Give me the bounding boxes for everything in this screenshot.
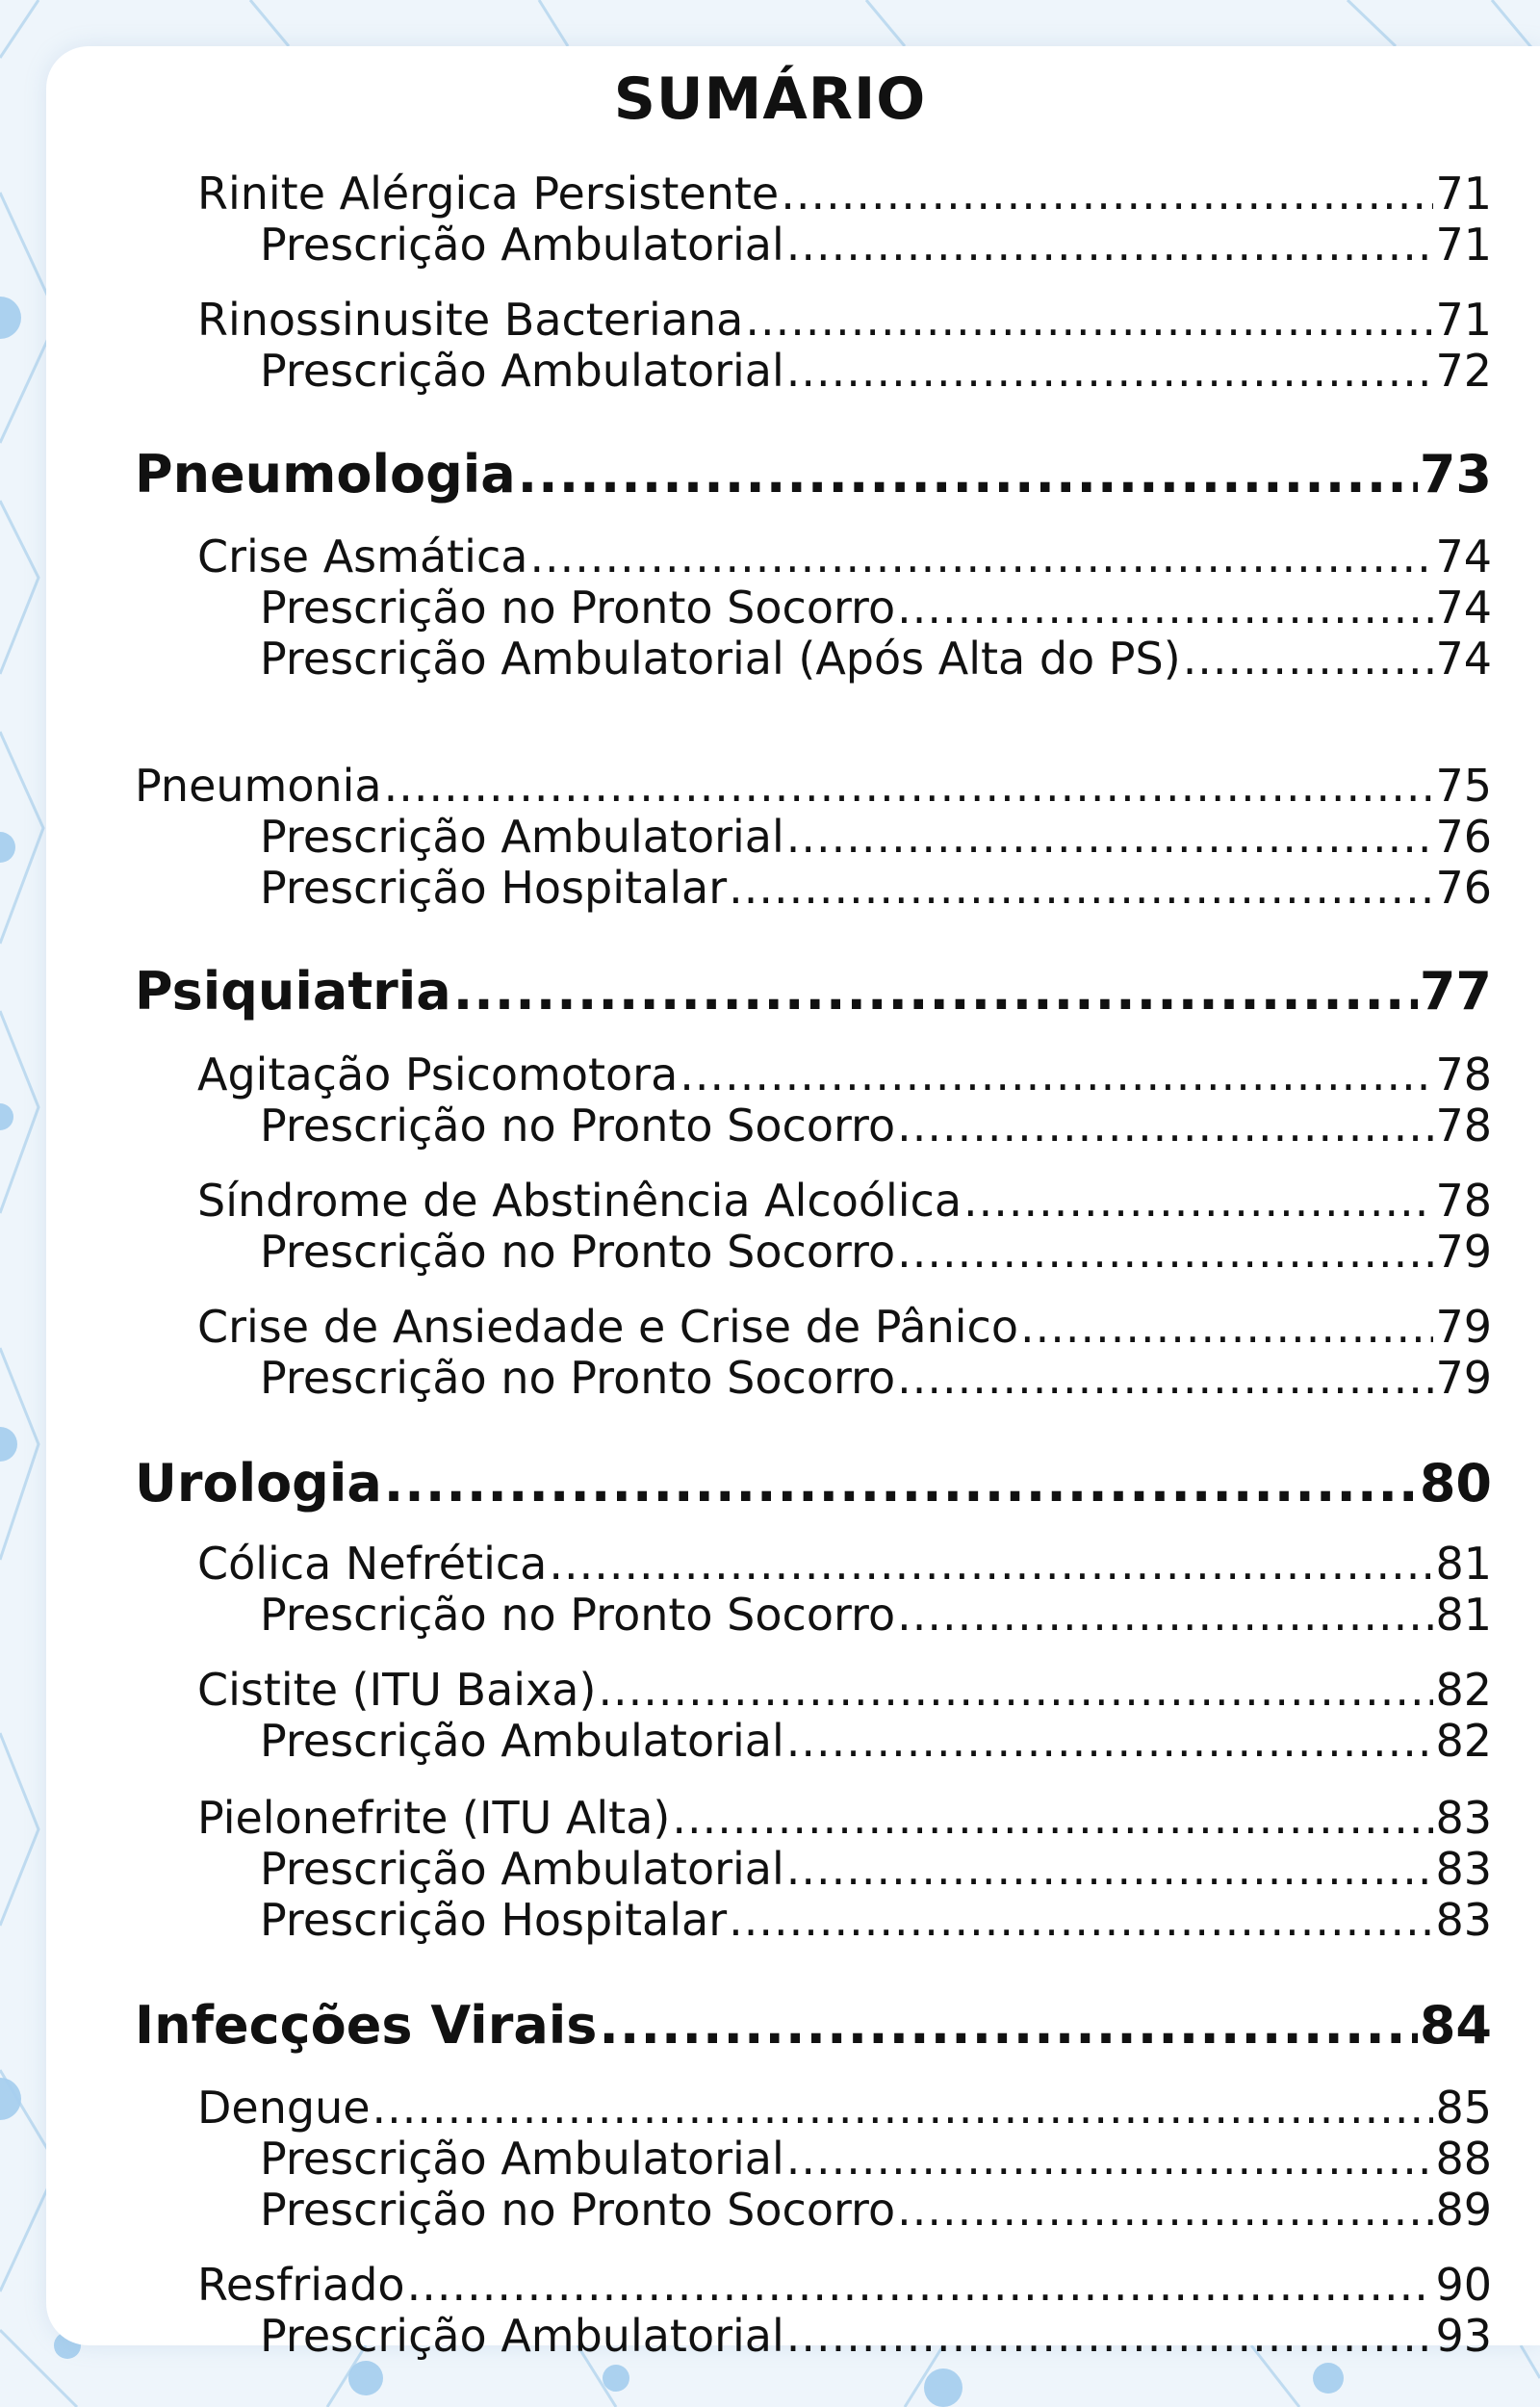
dot-leader bbox=[786, 810, 1434, 864]
dot-leader bbox=[963, 1174, 1433, 1228]
toc-page-number: 71 bbox=[1435, 168, 1492, 220]
toc-page-number: 72 bbox=[1435, 345, 1492, 397]
toc-section-infeccoes-virais[interactable] bbox=[135, 1994, 1492, 2058]
toc-page-number: 75 bbox=[1435, 760, 1492, 812]
toc-page-number: 73 bbox=[1419, 444, 1492, 505]
toc-subentry[interactable] bbox=[260, 1099, 1492, 1152]
dot-leader bbox=[781, 167, 1433, 220]
dot-leader bbox=[407, 2258, 1434, 2312]
page-title: SUMÁRIO bbox=[613, 65, 927, 133]
toc-entry-label: Prescrição Ambulatorial bbox=[260, 2310, 784, 2362]
toc-entry-label: Pielonefrite (ITU Alta) bbox=[197, 1792, 671, 1844]
toc-section-pneumologia[interactable] bbox=[135, 443, 1492, 506]
dot-leader bbox=[729, 861, 1433, 915]
dot-leader bbox=[786, 344, 1434, 398]
toc-page-number: 76 bbox=[1435, 862, 1492, 914]
toc-subentry[interactable] bbox=[260, 581, 1492, 634]
toc-page-number: 83 bbox=[1435, 1843, 1492, 1895]
toc-entry-label: Prescrição Hospitalar bbox=[260, 1894, 728, 1946]
toc-entry-label: Prescrição Ambulatorial bbox=[260, 1715, 784, 1767]
toc-entry-label: Prescrição Ambulatorial bbox=[260, 2133, 784, 2185]
toc-section-label: Pneumologia bbox=[135, 444, 516, 505]
toc-subentry[interactable] bbox=[260, 2309, 1492, 2363]
dot-leader bbox=[1183, 632, 1434, 686]
toc-entry[interactable] bbox=[197, 1300, 1492, 1354]
toc-entry-label: Pneumonia bbox=[135, 760, 382, 812]
dot-leader bbox=[897, 1351, 1433, 1405]
toc-section-label: Urologia bbox=[135, 1453, 382, 1514]
toc-page-number: 74 bbox=[1435, 531, 1492, 582]
toc-section-psiquiatria[interactable] bbox=[135, 960, 1492, 1023]
dot-leader bbox=[598, 1663, 1433, 1717]
toc-page-number: 74 bbox=[1435, 633, 1492, 685]
toc-entry[interactable] bbox=[197, 167, 1492, 220]
dot-leader bbox=[786, 1714, 1434, 1768]
toc-page-number: 79 bbox=[1435, 1226, 1492, 1278]
toc-subentry[interactable] bbox=[260, 1714, 1492, 1768]
dot-leader bbox=[453, 960, 1418, 1023]
toc-entry[interactable] bbox=[197, 1663, 1492, 1717]
toc-page-number: 71 bbox=[1435, 219, 1492, 271]
toc-page-number: 77 bbox=[1419, 961, 1492, 1022]
dot-leader bbox=[599, 1994, 1417, 2058]
toc-entry[interactable] bbox=[197, 2081, 1492, 2135]
dot-leader bbox=[786, 2309, 1434, 2363]
dot-leader bbox=[897, 1099, 1433, 1152]
toc-entry[interactable] bbox=[197, 1048, 1492, 1101]
toc-subentry[interactable] bbox=[260, 632, 1492, 686]
dot-leader bbox=[897, 1225, 1433, 1279]
toc-section-label: Psiquiatria bbox=[135, 961, 451, 1022]
toc-section-label: Infecções Virais bbox=[135, 1995, 598, 2056]
dot-leader bbox=[384, 1452, 1418, 1515]
toc-entry[interactable] bbox=[197, 1174, 1492, 1228]
toc-page-number: 78 bbox=[1435, 1175, 1492, 1227]
toc-entry-label: Agitação Psicomotora bbox=[197, 1048, 679, 1100]
toc-page-number: 93 bbox=[1435, 2310, 1492, 2362]
toc-entry-label: Prescrição Ambulatorial bbox=[260, 1843, 784, 1895]
toc-page-number: 76 bbox=[1435, 811, 1492, 863]
toc-page-number: 74 bbox=[1435, 582, 1492, 634]
toc-page-number: 83 bbox=[1435, 1894, 1492, 1946]
dot-leader bbox=[786, 1842, 1434, 1896]
dot-leader bbox=[529, 530, 1433, 583]
toc-page-number: 82 bbox=[1435, 1664, 1492, 1716]
dot-leader bbox=[680, 1048, 1433, 1101]
toc-subentry[interactable] bbox=[260, 1588, 1492, 1642]
toc-page-number: 88 bbox=[1435, 2133, 1492, 2185]
dot-leader bbox=[372, 2081, 1434, 2135]
dot-leader bbox=[745, 293, 1433, 347]
dot-leader bbox=[897, 2183, 1433, 2237]
toc-entry-label: Crise de Ansiedade e Crise de Pânico bbox=[197, 1301, 1018, 1353]
toc-entry-label: Resfriado bbox=[197, 2259, 405, 2311]
dot-leader bbox=[897, 581, 1433, 634]
toc-page-number: 85 bbox=[1435, 2082, 1492, 2134]
toc-section-urologia[interactable] bbox=[135, 1452, 1492, 1515]
toc-subentry[interactable] bbox=[260, 1225, 1492, 1279]
toc-entry-label: Prescrição no Pronto Socorro bbox=[260, 1352, 896, 1404]
toc-entry-label: Cistite (ITU Baixa) bbox=[197, 1664, 597, 1716]
toc-entry-label: Prescrição Hospitalar bbox=[260, 862, 728, 914]
toc-entry-label: Prescrição Ambulatorial bbox=[260, 345, 784, 397]
toc-entry-label: Prescrição no Pronto Socorro bbox=[260, 582, 896, 634]
dot-leader bbox=[729, 1893, 1433, 1947]
toc-page-number: 80 bbox=[1419, 1453, 1492, 1514]
toc-entry-label: Rinite Alérgica Persistente bbox=[197, 168, 780, 220]
dot-leader bbox=[384, 759, 1434, 813]
toc-entry-label: Rinossinusite Bacteriana bbox=[197, 294, 744, 346]
toc-entry-label: Crise Asmática bbox=[197, 531, 528, 582]
dot-leader bbox=[897, 1588, 1433, 1642]
toc-entry[interactable] bbox=[197, 2258, 1492, 2312]
toc-page-number: 79 bbox=[1435, 1301, 1492, 1353]
toc-subentry[interactable] bbox=[260, 344, 1492, 398]
toc-page-number: 81 bbox=[1435, 1589, 1492, 1641]
dot-leader bbox=[672, 1791, 1433, 1845]
toc-subentry[interactable] bbox=[260, 2183, 1492, 2237]
toc-page-number: 82 bbox=[1435, 1715, 1492, 1767]
toc-page-number: 83 bbox=[1435, 1792, 1492, 1844]
dot-leader bbox=[786, 218, 1434, 272]
dot-leader bbox=[518, 443, 1418, 506]
toc-entry[interactable] bbox=[197, 293, 1492, 347]
toc-subentry[interactable] bbox=[260, 810, 1492, 864]
toc-page-number: 71 bbox=[1435, 294, 1492, 346]
toc-subentry[interactable] bbox=[260, 1351, 1492, 1405]
dot-leader bbox=[1020, 1300, 1433, 1354]
toc-entry[interactable] bbox=[135, 759, 1492, 813]
toc-subentry[interactable] bbox=[260, 1893, 1492, 1947]
toc-entry-label: Prescrição Ambulatorial (Após Alta do PS) bbox=[260, 633, 1181, 685]
toc-subentry[interactable] bbox=[260, 218, 1492, 272]
dot-leader bbox=[786, 2132, 1434, 2186]
toc-page-number: 90 bbox=[1435, 2259, 1492, 2311]
toc-entry-label: Prescrição no Pronto Socorro bbox=[260, 1100, 896, 1152]
toc-entry[interactable] bbox=[197, 1791, 1492, 1845]
toc-page-number: 79 bbox=[1435, 1352, 1492, 1404]
toc-page-number: 78 bbox=[1435, 1048, 1492, 1100]
toc-subentry[interactable] bbox=[260, 2132, 1492, 2186]
toc-entry-label: Prescrição Ambulatorial bbox=[260, 811, 784, 863]
toc-entry-label: Síndrome de Abstinência Alcoólica bbox=[197, 1175, 962, 1227]
toc-entry-label: Prescrição no Pronto Socorro bbox=[260, 1226, 896, 1278]
toc-entry-label: Prescrição no Pronto Socorro bbox=[260, 2184, 896, 2236]
toc-entry-label: Prescrição no Pronto Socorro bbox=[260, 1589, 896, 1641]
toc-entry-label: Prescrição Ambulatorial bbox=[260, 219, 784, 271]
toc-entry-label: Dengue bbox=[197, 2082, 371, 2134]
toc-entry[interactable] bbox=[197, 530, 1492, 583]
toc-page-number: 78 bbox=[1435, 1100, 1492, 1152]
toc-entry[interactable] bbox=[197, 1537, 1492, 1591]
toc-subentry[interactable] bbox=[260, 1842, 1492, 1896]
dot-leader bbox=[549, 1537, 1433, 1591]
toc-page-number: 89 bbox=[1435, 2184, 1492, 2236]
toc-entry-label: Cólica Nefrética bbox=[197, 1538, 548, 1590]
toc-page-number: 81 bbox=[1435, 1538, 1492, 1590]
toc-page-number: 84 bbox=[1419, 1995, 1492, 2056]
toc-subentry[interactable] bbox=[260, 861, 1492, 915]
